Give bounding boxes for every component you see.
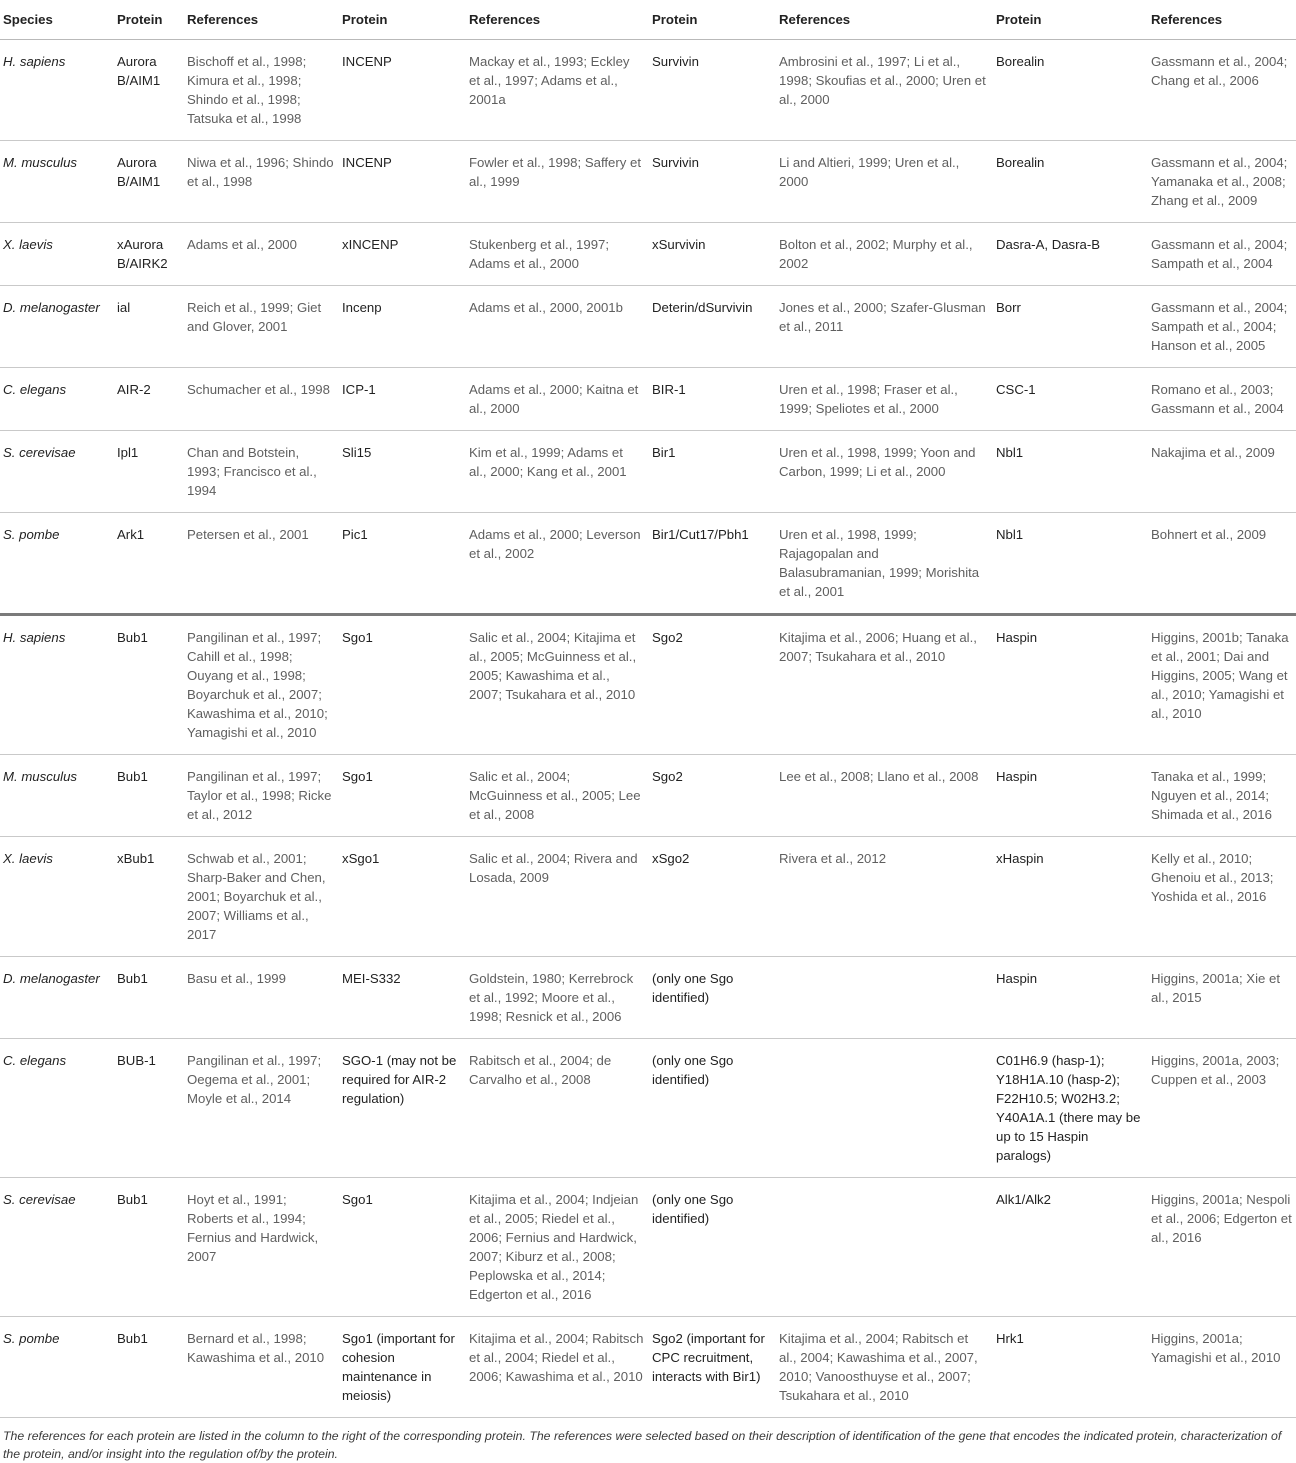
protein-cell: Bir1: [648, 431, 775, 513]
header-protein-3: Protein: [648, 0, 775, 40]
table-row: [0, 957, 1296, 1039]
references-cell: Higgins, 2001a; Yamagishi et al., 2010: [1147, 1317, 1296, 1418]
references-cell: Stukenberg et al., 1997; Adams et al., 2000: [465, 223, 648, 286]
protein-cell: Bub1: [113, 755, 183, 837]
species-cell: H. sapiens: [0, 40, 113, 141]
references-cell: Bischoff et al., 1998; Kimura et al., 1998; Shindo et al., 1998; Tatsuka et al., 1998: [183, 40, 338, 141]
table-row: [0, 368, 1296, 431]
header-references-2: References: [465, 0, 648, 40]
protein-cell: Bub1: [113, 1317, 183, 1418]
protein-cell: xAurora B/AIRK2: [113, 223, 183, 286]
protein-cell: ial: [113, 286, 183, 368]
references-cell: Salic et al., 2004; Rivera and Losada, 2009: [465, 837, 648, 957]
protein-cell: (only one Sgo identified): [648, 1039, 775, 1178]
references-cell: Nakajima et al., 2009: [1147, 431, 1296, 513]
protein-cell: AIR-2: [113, 368, 183, 431]
references-cell: Basu et al., 1999: [183, 957, 338, 1039]
species-cell: C. elegans: [0, 1039, 113, 1178]
references-cell: Kim et al., 1999; Adams et al., 2000; Kang et al., 2001: [465, 431, 648, 513]
references-cell: [775, 1178, 992, 1317]
protein-cell: Sgo2: [648, 755, 775, 837]
species-cell: M. musculus: [0, 141, 113, 223]
table-row: [0, 513, 1296, 615]
table-row: [0, 40, 1296, 141]
references-cell: Kitajima et al., 2004; Indjeian et al., 2005; Riedel et al., 2006; Fernius and Hardwick, 2007; Kiburz et al., 2008; Peplowska et al., 2014; Edgerton et al., 2016: [465, 1178, 648, 1317]
table-row: [0, 615, 1296, 755]
protein-cell: Bub1: [113, 957, 183, 1039]
references-cell: [775, 1039, 992, 1178]
protein-cell: INCENP: [338, 40, 465, 141]
references-cell: Goldstein, 1980; Kerrebrock et al., 1992; Moore et al., 1998; Resnick et al., 2006: [465, 957, 648, 1039]
protein-cell: Sgo1 (important for cohesion maintenance in meiosis): [338, 1317, 465, 1418]
table-row: [0, 286, 1296, 368]
references-cell: Uren et al., 1998, 1999; Yoon and Carbon, 1999; Li et al., 2000: [775, 431, 992, 513]
protein-cell: Survivin: [648, 40, 775, 141]
references-cell: Kelly et al., 2010; Ghenoiu et al., 2013; Yoshida et al., 2016: [1147, 837, 1296, 957]
references-cell: Kitajima et al., 2004; Rabitsch et al., 2004; Riedel et al., 2006; Kawashima et al., 2010: [465, 1317, 648, 1418]
references-cell: Niwa et al., 1996; Shindo et al., 1998: [183, 141, 338, 223]
table-row: [0, 431, 1296, 513]
protein-cell: Ark1: [113, 513, 183, 615]
references-cell: Higgins, 2001b; Tanaka et al., 2001; Dai and Higgins, 2005; Wang et al., 2010; Yamagishi et al., 2010: [1147, 615, 1296, 755]
protein-cell: Bub1: [113, 1178, 183, 1317]
protein-cell: MEI-S332: [338, 957, 465, 1039]
protein-cell: Borr: [992, 286, 1147, 368]
protein-cell: Haspin: [992, 615, 1147, 755]
references-cell: Chan and Botstein, 1993; Francisco et al., 1994: [183, 431, 338, 513]
references-cell: Pangilinan et al., 1997; Oegema et al., 2001; Moyle et al., 2014: [183, 1039, 338, 1178]
protein-cell: Sli15: [338, 431, 465, 513]
references-cell: Higgins, 2001a; Xie et al., 2015: [1147, 957, 1296, 1039]
references-cell: Schumacher et al., 1998: [183, 368, 338, 431]
protein-cell: INCENP: [338, 141, 465, 223]
references-cell: Mackay et al., 1993; Eckley et al., 1997; Adams et al., 2001a: [465, 40, 648, 141]
references-cell: Bernard et al., 1998; Kawashima et al., 2010: [183, 1317, 338, 1418]
references-cell: Gassmann et al., 2004; Chang et al., 2006: [1147, 40, 1296, 141]
references-cell: Kitajima et al., 2006; Huang et al., 2007; Tsukahara et al., 2010: [775, 615, 992, 755]
species-cell: H. sapiens: [0, 615, 113, 755]
references-cell: Fowler et al., 1998; Saffery et al., 1999: [465, 141, 648, 223]
protein-cell: ICP-1: [338, 368, 465, 431]
protein-cell: Survivin: [648, 141, 775, 223]
table-row: [0, 1317, 1296, 1418]
protein-cell: Dasra-A, Dasra-B: [992, 223, 1147, 286]
references-cell: Adams et al., 2000, 2001b: [465, 286, 648, 368]
table-row: [0, 1178, 1296, 1317]
species-cell: D. melanogaster: [0, 286, 113, 368]
species-cell: S. pombe: [0, 1317, 113, 1418]
header-species: Species: [0, 0, 113, 40]
protein-cell: (only one Sgo identified): [648, 957, 775, 1039]
references-cell: Adams et al., 2000; Leverson et al., 2002: [465, 513, 648, 615]
protein-cell: Borealin: [992, 40, 1147, 141]
protein-cell: Borealin: [992, 141, 1147, 223]
protein-cell: Bir1/Cut17/Pbh1: [648, 513, 775, 615]
references-cell: Schwab et al., 2001; Sharp-Baker and Chen, 2001; Boyarchuk et al., 2007; Williams et al., 2017: [183, 837, 338, 957]
species-cell: S. pombe: [0, 513, 113, 615]
references-cell: Adams et al., 2000; Kaitna et al., 2000: [465, 368, 648, 431]
references-cell: Bohnert et al., 2009: [1147, 513, 1296, 615]
references-cell: Reich et al., 1999; Giet and Glover, 2001: [183, 286, 338, 368]
references-cell: Li and Altieri, 1999; Uren et al., 2000: [775, 141, 992, 223]
protein-cell: C01H6.9 (hasp-1); Y18H1A.10 (hasp-2); F22H10.5; W02H3.2; Y40A1A.1 (there may be up to 15 Haspin paralogs): [992, 1039, 1147, 1178]
table-row: [0, 755, 1296, 837]
references-cell: Adams et al., 2000: [183, 223, 338, 286]
protein-cell: Sgo2: [648, 615, 775, 755]
protein-cell: BIR-1: [648, 368, 775, 431]
protein-cell: Alk1/Alk2: [992, 1178, 1147, 1317]
references-cell: Kitajima et al., 2004; Rabitsch et al., 2004; Kawashima et al., 2007, 2010; Vanoosthuyse et al., 2007; Tsukahara et al., 2010: [775, 1317, 992, 1418]
references-cell: Uren et al., 1998, 1999; Rajagopalan and Balasubramanian, 1999; Morishita et al., 2001: [775, 513, 992, 615]
references-cell: Higgins, 2001a, 2003; Cuppen et al., 2003: [1147, 1039, 1296, 1178]
header-protein-2: Protein: [338, 0, 465, 40]
header-row: [0, 0, 1296, 40]
protein-cell: Haspin: [992, 957, 1147, 1039]
references-cell: Higgins, 2001a; Nespoli et al., 2006; Edgerton et al., 2016: [1147, 1178, 1296, 1317]
protein-cell: (only one Sgo identified): [648, 1178, 775, 1317]
references-cell: Pangilinan et al., 1997; Cahill et al., 1998; Ouyang et al., 1998; Boyarchuk et al., 2007; Kawashima et al., 2010; Yamagishi et al., 2010: [183, 615, 338, 755]
protein-cell: SGO-1 (may not be required for AIR-2 regulation): [338, 1039, 465, 1178]
protein-cell: xSgo2: [648, 837, 775, 957]
references-cell: Gassmann et al., 2004; Sampath et al., 2004: [1147, 223, 1296, 286]
table-footnote: The references for each protein are listed in the column to the right of the corresponding protein. The references were selected based on their description of identification of the gene that encodes the indicated protein, characterization of the protein, and/or insight into the regulation of/by the protein.: [3, 1429, 1282, 1461]
table-row: [0, 141, 1296, 223]
header-references-3: References: [775, 0, 992, 40]
protein-cell: CSC-1: [992, 368, 1147, 431]
species-cell: M. musculus: [0, 755, 113, 837]
protein-cell: xINCENP: [338, 223, 465, 286]
protein-cell: Nbl1: [992, 431, 1147, 513]
protein-cell: xSurvivin: [648, 223, 775, 286]
protein-cell: Nbl1: [992, 513, 1147, 615]
header-references-4: References: [1147, 0, 1296, 40]
protein-cell: Sgo1: [338, 755, 465, 837]
protein-cell: Haspin: [992, 755, 1147, 837]
table-row: [0, 837, 1296, 957]
references-cell: Lee et al., 2008; Llano et al., 2008: [775, 755, 992, 837]
references-cell: Pangilinan et al., 1997; Taylor et al., 1998; Ricke et al., 2012: [183, 755, 338, 837]
references-cell: Tanaka et al., 1999; Nguyen et al., 2014; Shimada et al., 2016: [1147, 755, 1296, 837]
references-cell: Ambrosini et al., 1997; Li et al., 1998; Skoufias et al., 2000; Uren et al., 2000: [775, 40, 992, 141]
protein-cell: xHaspin: [992, 837, 1147, 957]
protein-cell: Deterin/dSurvivin: [648, 286, 775, 368]
protein-cell: xSgo1: [338, 837, 465, 957]
species-cell: S. cerevisae: [0, 431, 113, 513]
species-cell: S. cerevisae: [0, 1178, 113, 1317]
references-cell: Hoyt et al., 1991; Roberts et al., 1994; Fernius and Hardwick, 2007: [183, 1178, 338, 1317]
protein-cell: xBub1: [113, 837, 183, 957]
protein-cell: Sgo2 (important for CPC recruitment, interacts with Bir1): [648, 1317, 775, 1418]
references-cell: Salic et al., 2004; McGuinness et al., 2005; Lee et al., 2008: [465, 755, 648, 837]
protein-cell: Pic1: [338, 513, 465, 615]
references-cell: Rabitsch et al., 2004; de Carvalho et al., 2008: [465, 1039, 648, 1178]
header-protein-4: Protein: [992, 0, 1147, 40]
protein-cell: Incenp: [338, 286, 465, 368]
references-cell: Salic et al., 2004; Kitajima et al., 2005; McGuinness et al., 2005; Kawashima et al., 2007; Tsukahara et al., 2010: [465, 615, 648, 755]
protein-cell: Bub1: [113, 615, 183, 755]
references-cell: Uren et al., 1998; Fraser et al., 1999; Speliotes et al., 2000: [775, 368, 992, 431]
protein-cell: Aurora B/AIM1: [113, 141, 183, 223]
species-cell: C. elegans: [0, 368, 113, 431]
header-references-1: References: [183, 0, 338, 40]
protein-cell: Aurora B/AIM1: [113, 40, 183, 141]
references-cell: Romano et al., 2003; Gassmann et al., 2004: [1147, 368, 1296, 431]
protein-cell: Sgo1: [338, 615, 465, 755]
references-cell: Bolton et al., 2002; Murphy et al., 2002: [775, 223, 992, 286]
references-cell: Gassmann et al., 2004; Yamanaka et al., 2008; Zhang et al., 2009: [1147, 141, 1296, 223]
protein-cell: Sgo1: [338, 1178, 465, 1317]
species-cell: X. laevis: [0, 223, 113, 286]
table-row: [0, 223, 1296, 286]
references-cell: Rivera et al., 2012: [775, 837, 992, 957]
table-row: [0, 1039, 1296, 1178]
protein-cell: BUB-1: [113, 1039, 183, 1178]
references-cell: Jones et al., 2000; Szafer-Glusman et al., 2011: [775, 286, 992, 368]
references-cell: Petersen et al., 2001: [183, 513, 338, 615]
references-cell: Gassmann et al., 2004; Sampath et al., 2004; Hanson et al., 2005: [1147, 286, 1296, 368]
header-protein-1: Protein: [113, 0, 183, 40]
species-cell: D. melanogaster: [0, 957, 113, 1039]
protein-cell: Hrk1: [992, 1317, 1147, 1418]
references-cell: [775, 957, 992, 1039]
species-cell: X. laevis: [0, 837, 113, 957]
protein-cell: Ipl1: [113, 431, 183, 513]
